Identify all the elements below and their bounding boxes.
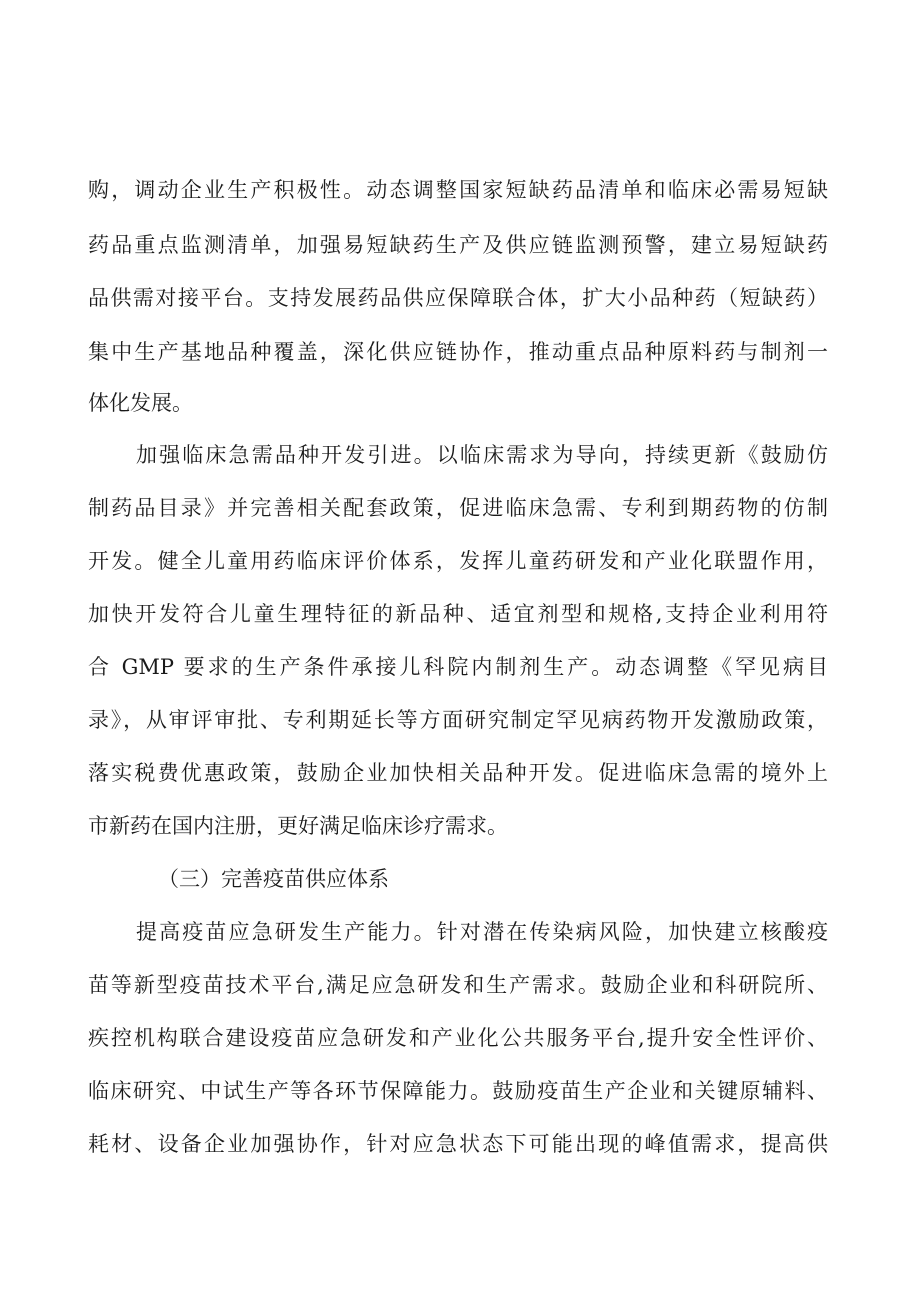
text-line: 品供需对接平台。支持发展药品供应保障联合体，扩大小品种药（短缺药） bbox=[88, 286, 828, 310]
text-line: 体化发展。 bbox=[88, 391, 193, 415]
text-line: 加快开发符合儿童生理特征的新品种、适宜剂型和规格,支持企业利用符 bbox=[88, 602, 828, 626]
text-line: 药品重点监测清单，加强易短缺药生产及供应链监测预警，建立易短缺药 bbox=[88, 233, 828, 257]
text-line: 购，调动企业生产积极性。动态调整国家短缺药品清单和临床必需易短缺 bbox=[88, 178, 828, 202]
text-line: 集中生产基地品种覆盖，深化供应链协作，推动重点品种原料药与制剂一 bbox=[88, 340, 828, 364]
text-line: 加强临床急需品种开发引进。以临床需求为导向，持续更新《鼓励仿 bbox=[136, 443, 828, 467]
text-line: 制药品目录》并完善相关配套政策，促进临床急需、专利到期药物的仿制 bbox=[88, 496, 828, 520]
text-line: 录》，从审评审批、专利期延长等方面研究制定罕见病药物开发激励政策， bbox=[88, 708, 828, 732]
text-line: 苗等新型疫苗技术平台,满足应急研发和生产需求。鼓励企业和科研院所、 bbox=[88, 973, 828, 997]
text-line: 开发。健全儿童用药临床评价体系，发挥儿童药研发和产业化联盟作用， bbox=[88, 549, 828, 573]
text-line: 临床研究、中试生产等各环节保障能力。鼓励疫苗生产企业和关键原辅料、 bbox=[88, 1079, 828, 1103]
text-line: 落实税费优惠政策，鼓励企业加快相关品种开发。促进临床急需的境外上 bbox=[88, 761, 828, 785]
text-line: 合 GMP 要求的生产条件承接儿科院内制剂生产。动态调整《罕见病目 bbox=[88, 655, 828, 679]
text-line: 提高疫苗应急研发生产能力。针对潜在传染病风险，加快建立核酸疫 bbox=[136, 920, 828, 944]
text-line: 耗材、设备企业加强协作，针对应急状态下可能出现的峰值需求，提高供 bbox=[88, 1132, 828, 1156]
text-line: 疾控机构联合建设疫苗应急研发和产业化公共服务平台,提升安全性评价、 bbox=[88, 1026, 828, 1050]
text-line: 市新药在国内注册，更好满足临床诊疗需求。 bbox=[88, 814, 508, 838]
section-heading: （三）完善疫苗供应体系 bbox=[158, 867, 389, 891]
